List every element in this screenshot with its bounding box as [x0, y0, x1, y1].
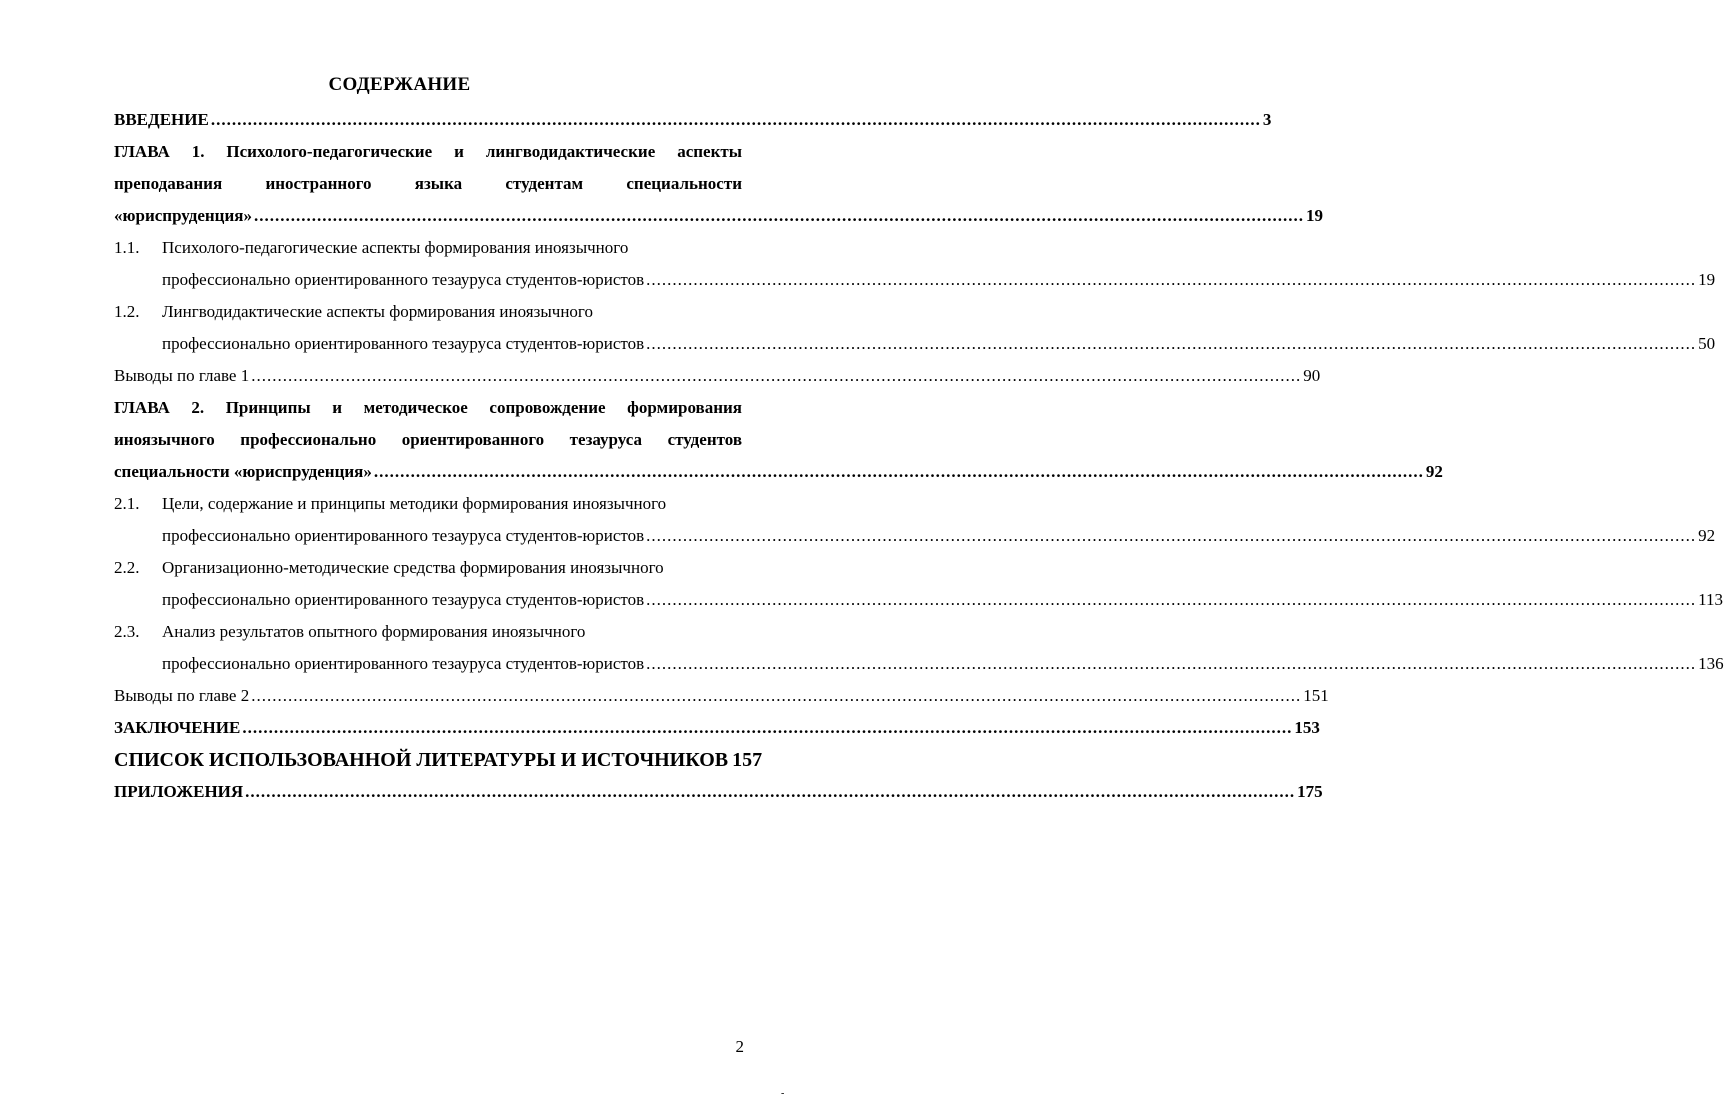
toc-entry-label: СПИСОК ИСПОЛЬЗОВАННОЙ ЛИТЕРАТУРЫ И ИСТОЧНИКОВ	[114, 749, 729, 771]
toc-entry-page: 92	[1425, 462, 1443, 481]
toc-chapter1-line3[interactable]	[114, 200, 1323, 232]
toc-entry-page: 151	[1303, 686, 1329, 705]
toc-entry-page: 157	[732, 749, 763, 771]
toc-entry-page: 113	[1698, 590, 1723, 609]
dot-leader	[251, 680, 1301, 712]
section-title-line1: Организационно-методические средства формирования иноязычного	[162, 558, 664, 577]
toc-entry-appendices[interactable]	[114, 776, 1323, 808]
dot-leader	[242, 712, 1292, 744]
toc-section-2-2[interactable]	[114, 552, 742, 584]
toc-entry-label: ПРИЛОЖЕНИЯ	[114, 782, 244, 801]
toc-entry-page: 136	[1698, 654, 1724, 673]
toc-chapter2-line3[interactable]	[114, 456, 1443, 488]
dot-leader	[374, 456, 1424, 488]
toc-entry-page: 90	[1303, 366, 1321, 385]
section-number: 2.3.	[114, 622, 140, 641]
dot-leader	[646, 264, 1696, 296]
toc-entry-label: Выводы по главе 2	[114, 686, 250, 705]
section-number: 2.1.	[114, 494, 140, 513]
toc-entry-page: 3	[1262, 110, 1272, 129]
toc-conclusions-chapter2[interactable]	[114, 680, 1329, 712]
toc-section-2-3[interactable]	[114, 616, 742, 648]
table-of-contents	[114, 104, 1724, 808]
toc-entry-page: 153	[1294, 718, 1320, 737]
section-number: 2.2.	[114, 558, 140, 577]
dot-leader	[646, 328, 1696, 360]
toc-entry-page: 19	[1698, 270, 1716, 289]
toc-entry-label: ЗАКЛЮЧЕНИЕ	[114, 718, 241, 737]
section-number: 1.1.	[114, 238, 140, 257]
toc-section-2-1[interactable]	[114, 488, 742, 520]
page-number: 2	[735, 1037, 744, 1056]
toc-section-2-2-cont[interactable]	[114, 584, 1723, 616]
section-title-line2: профессионально ориентированного тезауруса студентов-юристов	[162, 526, 645, 545]
dot-leader	[251, 360, 1301, 392]
toc-entry-label: специальности «юриспруденция»	[114, 462, 372, 481]
section-title-line2: профессионально ориентированного тезауруса студентов-юристов	[162, 590, 645, 609]
section-title-line2: профессионально ориентированного тезауруса студентов-юристов	[162, 334, 645, 353]
toc-entry-conclusion[interactable]	[114, 712, 1320, 744]
page-title: СОДЕРЖАНИЕ	[328, 74, 471, 95]
dot-leader	[254, 200, 1304, 232]
dot-leader	[646, 520, 1696, 552]
toc-entry-label: ВВЕДЕНИЕ	[114, 110, 209, 129]
toc-section-2-3-cont[interactable]	[114, 648, 1724, 680]
toc-section-2-1-cont[interactable]	[114, 520, 1716, 552]
dot-leader	[646, 584, 1696, 616]
section-title-line2: профессионально ориентированного тезауруса студентов-юристов	[162, 270, 645, 289]
toc-chapter1-line1[interactable]: ГЛАВА 1. Психолого-педагогические и лингводидактические аспекты	[114, 142, 742, 161]
section-title-line1: Анализ результатов опытного формирования иноязычного	[162, 622, 586, 641]
toc-section-1-1[interactable]	[114, 232, 742, 264]
toc-section-1-2-cont[interactable]	[114, 328, 1716, 360]
dot-leader	[211, 104, 1261, 136]
toc-entry-label: «юриспруденция»	[114, 206, 252, 225]
section-title-line1: Цели, содержание и принципы методики формирования иноязычного	[162, 494, 667, 513]
toc-chapter2-line1[interactable]: ГЛАВА 2. Принципы и методическое сопровождение формирования	[114, 398, 742, 417]
section-title-line1: Психолого-педагогические аспекты формирования иноязычного	[162, 238, 629, 257]
toc-section-1-2[interactable]	[114, 296, 742, 328]
toc-chapter1-line2[interactable]: преподавания иностранного языка студентам специальности	[114, 174, 742, 193]
toc-entry-intro[interactable]	[114, 104, 1272, 136]
toc-entry-page: 19	[1305, 206, 1323, 225]
toc-entry-label: Выводы по главе 1	[114, 366, 250, 385]
section-title-line2: профессионально ориентированного тезауруса студентов-юристов	[162, 654, 645, 673]
toc-entry-references[interactable]	[114, 744, 763, 776]
toc-entry-page: 50	[1698, 334, 1716, 353]
toc-entry-page: 92	[1698, 526, 1716, 545]
section-number: 1.2.	[114, 302, 140, 321]
section-title-line1: Лингводидактические аспекты формирования иноязычного	[162, 302, 593, 321]
dot-leader	[245, 776, 1295, 808]
toc-section-1-1-cont[interactable]	[114, 264, 1716, 296]
dot-leader	[646, 648, 1696, 680]
toc-entry-page: 175	[1297, 782, 1323, 801]
scan-speck: -	[781, 1088, 785, 1099]
toc-conclusions-chapter1[interactable]	[114, 360, 1321, 392]
toc-chapter2-line2[interactable]: иноязычного профессионально ориентированного тезауруса студентов	[114, 430, 742, 449]
